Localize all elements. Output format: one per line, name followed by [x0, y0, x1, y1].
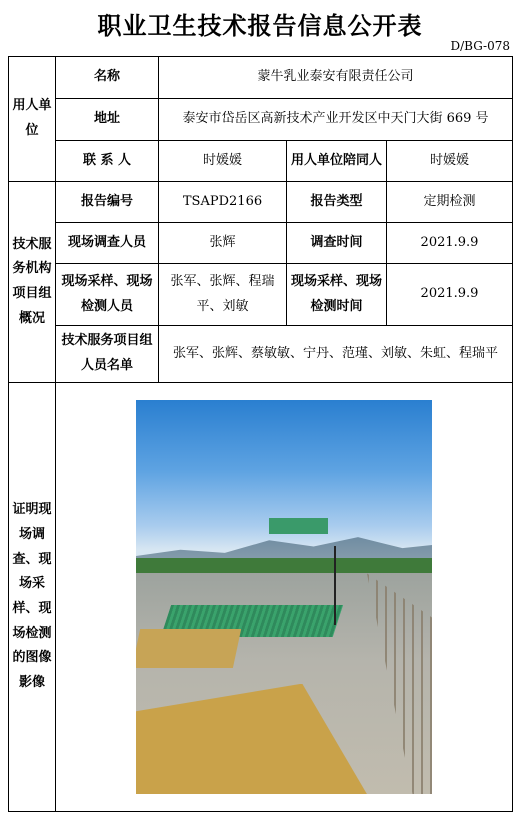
photo-yellow-plate-far	[136, 629, 241, 668]
section-service: 技术服务机构项目组概况	[9, 182, 56, 383]
report-no-label: 报告编号	[56, 182, 159, 223]
report-type-value: 定期检测	[387, 182, 513, 223]
team-label: 技术服务项目组人员名单	[56, 326, 159, 383]
report-type-label: 报告类型	[287, 182, 387, 223]
investigator-label: 现场调查人员	[56, 223, 159, 264]
address-value: 泰安市岱岳区高新技术产业开发区中天门大街 669 号	[159, 99, 513, 141]
name-label: 名称	[56, 57, 159, 99]
contact-label: 联 系 人	[56, 141, 159, 182]
sampling-time-value: 2021.9.9	[387, 264, 513, 326]
evidence-photo-cell	[56, 383, 513, 812]
investigator-value: 张辉	[159, 223, 287, 264]
escort-label: 用人单位陪同人	[287, 141, 387, 182]
sampling-staff-value: 张军、张辉、程瑞平、刘敏	[159, 264, 287, 326]
info-table	[8, 56, 513, 812]
section-evidence: 证明现场调查、现场采样、现场检测的图像影像	[9, 383, 56, 812]
report-no-value: TSAPD2166	[159, 182, 287, 223]
sampling-staff-label: 现场采样、现场检测人员	[56, 264, 159, 326]
photo-stacked-grates	[269, 518, 328, 534]
site-photo	[136, 400, 432, 794]
page-title: 职业卫生技术报告信息公开表	[97, 11, 423, 40]
team-value: 张军、张辉、蔡敏敏、宁丹、范瑾、刘敏、朱虹、程瑞平	[159, 326, 513, 383]
contact-value: 时媛媛	[159, 141, 287, 182]
survey-time-value: 2021.9.9	[387, 223, 513, 264]
sampling-time-label: 现场采样、现场检测时间	[287, 264, 387, 326]
escort-value: 时媛媛	[387, 141, 513, 182]
survey-time-label: 调查时间	[287, 223, 387, 264]
address-label: 地址	[56, 99, 159, 141]
document-code: D/BG-078	[450, 39, 510, 53]
photo-sampling-tripod	[334, 546, 336, 625]
section-employer: 用人单位	[9, 57, 56, 182]
name-value: 蒙牛乳业泰安有限责任公司	[159, 57, 513, 99]
